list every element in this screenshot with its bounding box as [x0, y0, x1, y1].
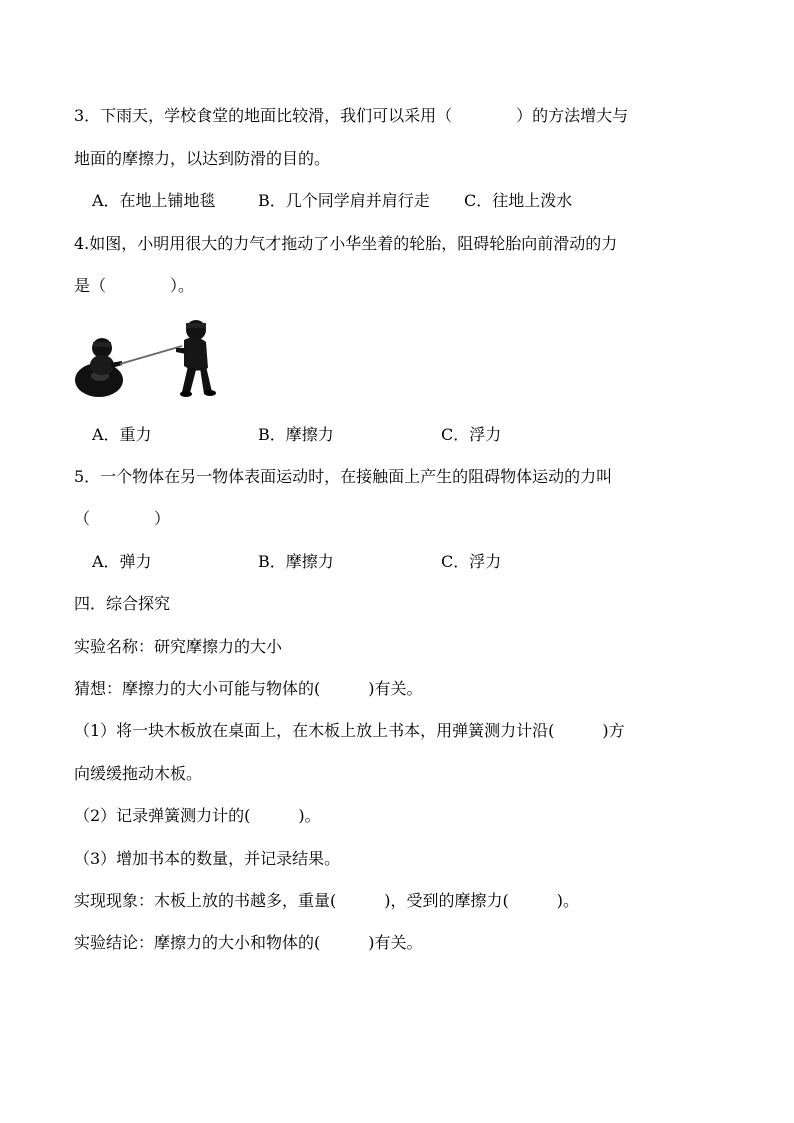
q5-option-a: A．弹力 — [92, 552, 152, 571]
q4-stem-line2: 是（ ）。 — [74, 276, 195, 295]
step2: （2）记录弹簧测力计的( )。 — [74, 806, 321, 825]
hypothesis: 猜想：摩擦力的大小可能与物体的( )有关。 — [74, 679, 423, 698]
q5-options — [92, 551, 501, 573]
q3-option-c: C．往地上泼水 — [464, 191, 573, 210]
q3-options — [92, 190, 572, 212]
tire-pulling-illustration — [72, 318, 222, 402]
experiment-name: 实验名称：研究摩擦力的大小 — [74, 637, 283, 656]
q3-stem-line1: 3．下雨天，学校食堂的地面比较滑，我们可以采用（ ）的方法增大与 — [74, 106, 629, 125]
q3-stem-line2: 地面的摩擦力，以达到防滑的目的。 — [74, 149, 331, 168]
q3-option-a: A．在地上铺地毯 — [92, 191, 216, 210]
step1-line1: （1）将一块木板放在桌面上，在木板上放上书本，用弹簧测力计沿( )方 — [74, 721, 625, 740]
step3: （3）增加书本的数量，并记录结果。 — [74, 849, 341, 868]
q5-stem-line1: 5．一个物体在另一物体表面运动时，在接触面上产生的阻碍物体运动的力叫 — [74, 467, 613, 486]
q5-option-c: C．浮力 — [441, 552, 502, 571]
q4-option-c: C．浮力 — [441, 425, 502, 444]
phenomenon: 实现现象：木板上放的书越多，重量( )，受到的摩擦力( )。 — [74, 891, 579, 910]
conclusion: 实验结论：摩擦力的大小和物体的( )有关。 — [74, 933, 423, 952]
q4-stem-line1: 4.如图，小明用很大的力气才拖动了小华坐着的轮胎，阻碍轮胎向前滑动的力 — [74, 234, 618, 253]
q4-option-a: A．重力 — [92, 425, 152, 444]
q5-option-b: B．摩擦力 — [258, 552, 334, 571]
section-heading: 四．综合探究 — [74, 594, 171, 613]
q4-options — [92, 424, 501, 446]
q3-option-b: B．几个同学肩并肩行走 — [258, 191, 430, 210]
q5-stem-line2: （ ） — [74, 509, 171, 528]
q4-option-b: B．摩擦力 — [258, 425, 334, 444]
step1-line2: 向缓缓拖动木板。 — [74, 764, 203, 783]
